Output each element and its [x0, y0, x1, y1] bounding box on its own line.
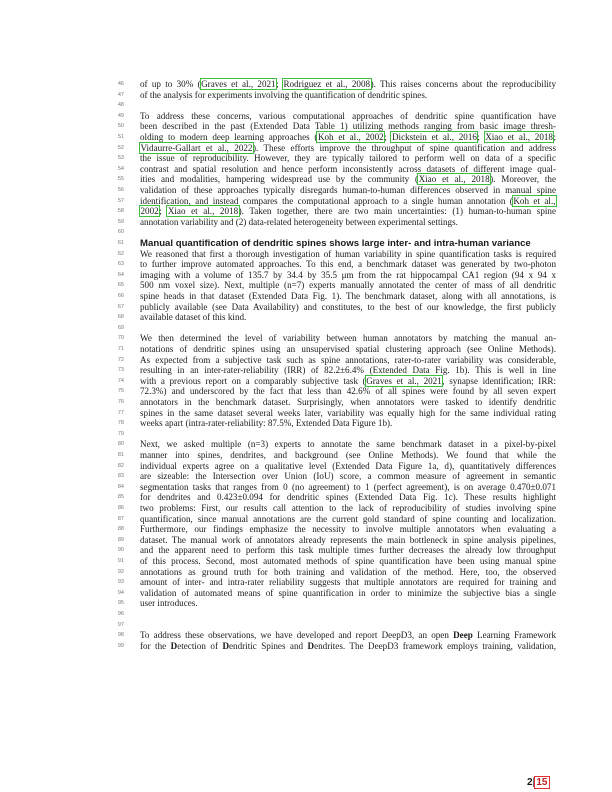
text-span: As expected from a subjective task such as spine annotations, rater-to-rater variability was considerable, — [140, 354, 556, 365]
text-line — [140, 174, 556, 185]
text-span: the issue of reproducibility. However, they are typically tailored to perform well on data of a specific — [140, 153, 556, 164]
text-span: with a previous report on a comparably subjective task ( — [140, 375, 366, 386]
citation-link[interactable]: 2002 — [140, 206, 159, 217]
line-number: 54 — [117, 165, 124, 172]
text-line — [140, 185, 556, 196]
text-span: resulting in an inter-rater-reliability (IRR) of 82.2±6.4% (Extended Data Fig. 1b). This is well in line — [140, 365, 556, 376]
text-span: ). Taken together, there are two main uncertainties: (1) human-to-human spine — [238, 206, 556, 217]
line-number: 56 — [117, 187, 124, 193]
page-number — [527, 777, 549, 789]
text-span: been described in the past (Extended Data Table 1) utilizing methods ranging from basic image thresh- — [140, 121, 556, 132]
line-number: 71 — [117, 346, 124, 352]
line-number: 67 — [117, 303, 124, 310]
line-number: 85 — [117, 494, 124, 501]
text-span: 500 nm voxel size). Next, multiple (n=7) experts manually annotated the center of mass of all dendritic — [140, 280, 556, 291]
line-number: 59 — [117, 218, 124, 225]
page-separator: | — [532, 777, 536, 788]
line-number: 74 — [117, 377, 124, 384]
line-number: 79 — [117, 430, 124, 437]
text-span: olding to modern deep learning approaches ( — [140, 132, 318, 142]
text-span: ; — [159, 206, 168, 217]
text-line — [140, 206, 556, 217]
line-number: 65 — [117, 282, 124, 289]
text-span: Furthermore, our findings emphasize the necessity to involve multiple annotators when evaluating a — [140, 524, 556, 535]
line-number: 91 — [117, 558, 124, 564]
line-number: 92 — [117, 568, 124, 575]
text-span: amount of inter- and intra-rater reliability suggests that multiple annotators are required for training and — [140, 577, 556, 588]
line-number: 66 — [117, 293, 124, 299]
text-line — [140, 471, 556, 482]
text-span: weeks apart (intra-rater-reliability: 87.5%, Extended Data Figure 1b). — [140, 418, 393, 429]
text-span: of the analysis for experiments involving the quantification of dendritic spines. — [140, 89, 428, 100]
text-line — [140, 418, 556, 429]
text-line — [140, 355, 556, 366]
citation-link[interactable]: Graves et al., 2021 — [201, 79, 276, 89]
line-number: 69 — [117, 324, 124, 331]
text-span: two problems: First, our results call attention to the lack of reproducibility of studies involving spine — [140, 503, 556, 513]
line-number: 51 — [117, 134, 124, 140]
line-number: 60 — [117, 229, 124, 236]
text-line — [140, 365, 556, 376]
citation-link[interactable]: Rodriguez et al., 2008 — [283, 79, 371, 89]
text-span: annotation variability and (2) data-related heterogeneity between experimental settings. — [140, 216, 458, 227]
text-span: for dendrites and 0.423±0.094 for dendritic spines (Extended Data Fig. 1c). These results highlight — [140, 492, 556, 503]
text-line — [140, 524, 556, 535]
text-span: ; — [276, 79, 283, 89]
line-number: 87 — [117, 515, 124, 522]
text-span: identification, and instead compares the computational approach to a single human annotation ( — [140, 195, 513, 206]
line-number: 73 — [117, 367, 124, 374]
text-line — [140, 397, 556, 408]
page-total-link[interactable]: 15 — [536, 777, 548, 788]
line-number: 61 — [117, 240, 124, 246]
line-number: 82 — [117, 462, 124, 469]
text-span: annotations as ground truth for both training and validation of the method. Here, too, the observed — [140, 566, 556, 577]
text-span: spines in the same dataset several weeks later, variability was equally high for the same individual rating — [140, 407, 556, 418]
line-number: 47 — [117, 91, 124, 98]
text-span: 72.3%) and underscored by the fact that less than 42.6% of all spines were found by all seven expert — [140, 386, 556, 397]
text-span: dataset. The manual work of annotators already represents the main bottleneck in spine analysis pipelines, — [140, 534, 556, 545]
line-number: 96 — [117, 611, 124, 617]
text-line — [140, 376, 556, 387]
text-span: annotators in the benchmark dataset. Surprisingly, when annotators were tasked to identify dendritic — [140, 397, 556, 407]
line-number: 78 — [117, 420, 124, 427]
line-number: 94 — [117, 589, 124, 596]
text-span: imaging with a volume of 135.7 by 34.4 by 35.5 μm from the rat hippocampal CA1 region (94 x 94 x — [140, 269, 556, 280]
line-number: 89 — [117, 536, 124, 543]
text-span: We then determined the level of variability between human annotators by matching the manual an- — [140, 333, 556, 344]
text-span: We reasoned that first a thorough investigation of human variability in spine quantification tasks is required — [140, 248, 556, 259]
text-line — [140, 333, 556, 344]
text-span: Learning Framework — [472, 630, 556, 641]
text-span: ; — [553, 132, 556, 142]
text-line — [140, 598, 556, 609]
text-line — [140, 492, 556, 503]
text-span: endrites. The DeepD3 framework employs training, validation, — [314, 640, 556, 651]
line-number: 68 — [117, 314, 124, 321]
section-heading: Manual quantification of dendritic spines shows large inter- and intra-human variance — [140, 238, 531, 249]
text-line — [140, 482, 556, 493]
text-line — [140, 249, 556, 260]
text-line — [140, 556, 556, 567]
text-line — [140, 545, 556, 556]
citation-link[interactable]: Graves et al., 2021 — [366, 375, 442, 386]
text-span: of this process. Second, most automated methods of spine quantification have been using manual spine — [140, 556, 556, 566]
line-number: 80 — [117, 441, 124, 448]
line-number: 93 — [117, 579, 124, 586]
bold-text: D — [170, 640, 178, 651]
text-span: Next, we asked multiple (n=3) experts to annotate the same benchmark dataset in a pixel-by-pixel — [140, 439, 556, 450]
text-span: user introduces. — [140, 598, 198, 609]
text-line — [140, 514, 556, 525]
line-number: 77 — [117, 409, 124, 416]
text-span: manner into spines, dendrites, and background (see Online Methods). We found that while the — [140, 450, 556, 460]
text-span: , synapse identification; IRR: — [442, 375, 556, 386]
line-number: 84 — [117, 483, 124, 490]
text-span: endritic Spines and — [229, 640, 308, 651]
text-line — [140, 567, 556, 578]
text-span: quantification, since manual annotations are the current gold standard of spine counting and localization. — [140, 513, 556, 524]
text-span: ; — [477, 132, 485, 142]
bold-text: D — [222, 640, 230, 651]
line-number: 83 — [117, 473, 124, 480]
text-span: of up to 30% ( — [140, 79, 201, 89]
line-number: 50 — [117, 123, 124, 130]
text-line — [140, 312, 556, 323]
line-number: 70 — [117, 335, 124, 342]
text-span: are sizeable: the Intersection over Union (IoU) score, a common measure of agreement in semantic — [140, 471, 556, 482]
line-number: 58 — [117, 208, 124, 215]
citation-link[interactable]: Xiao et al., 2018 — [167, 206, 239, 217]
text-line — [140, 217, 556, 228]
text-span: for the — [140, 640, 171, 651]
text-line — [140, 577, 556, 588]
text-span: spine heads in that dataset (Extended Data Fig. 1). The benchmark dataset, along with all annotations, is — [140, 291, 556, 301]
line-number: 52 — [117, 144, 124, 151]
text-line — [140, 280, 556, 291]
line-number: 62 — [117, 250, 124, 257]
line-number: 55 — [117, 176, 124, 183]
text-line — [140, 461, 556, 472]
line-number: 90 — [117, 547, 124, 554]
line-number: 98 — [117, 632, 124, 639]
text-line — [140, 121, 556, 132]
line-number: 72 — [117, 356, 124, 363]
text-line — [140, 503, 556, 514]
text-span: To address these concerns, various computational approaches of dendritic spine quantification have — [140, 110, 556, 121]
line-number: 95 — [117, 600, 124, 607]
text-line — [140, 450, 556, 461]
line-number: 63 — [117, 261, 124, 268]
text-span: and the apparent need to perform this task multiple times further decreases the already low throughput — [140, 545, 556, 556]
line-number: 48 — [117, 102, 124, 109]
text-line — [140, 630, 556, 641]
line-number: 99 — [117, 642, 124, 649]
line-number: 64 — [117, 271, 124, 278]
text-span: validation of automated means of spine quantification in order to minimize the subjective bias a single — [140, 587, 556, 598]
line-number: 81 — [117, 452, 124, 458]
text-line — [140, 79, 556, 90]
bold-text: D — [307, 640, 315, 651]
text-span: ities and modalities, hampering widespread use by the community ( — [140, 174, 419, 185]
text-line — [140, 408, 556, 419]
text-line — [140, 386, 556, 397]
text-line — [140, 641, 556, 652]
text-span: contrast and spatial resolution and hence perform inconsistently across datasets of different image qual- — [140, 163, 556, 174]
citation-link[interactable]: Xiao et al., 2018 — [418, 174, 490, 185]
line-number: 75 — [117, 388, 124, 395]
page-current: 2 — [527, 777, 533, 788]
line-number: 49 — [117, 112, 124, 119]
text-line — [140, 344, 556, 355]
line-number: 76 — [117, 399, 124, 405]
text-span: notations of dendritic spines using an unsupervised spatial clustering approach (see Online Methods). — [140, 344, 556, 354]
citation-link[interactable]: Xiao et al., 2018 — [485, 132, 553, 142]
text-span: ). Moreover, the — [490, 174, 556, 185]
text-span: individual experts agree on a qualitative level (Extended Data Figure 1a, d), quantitatively differences — [140, 460, 556, 471]
text-line — [140, 153, 556, 164]
line-number: 88 — [117, 526, 124, 533]
text-span: publicly available (see Data Availability) and constitutes, to the best of our knowledge, the first publicly — [140, 301, 556, 312]
text-span: segmentation tasks that ranges from 0 (no agreement) to 1 (perfect agreement), is on average 0.470±0.071 — [140, 481, 556, 492]
text-span: ; — [384, 132, 392, 142]
text-line — [140, 143, 556, 154]
line-number: 46 — [117, 81, 124, 87]
citation-link[interactable]: Koh et al., — [513, 195, 556, 206]
text-line — [140, 270, 556, 281]
line-number: 53 — [117, 155, 124, 162]
text-line — [140, 588, 556, 599]
text-span: validation of these approaches typically disregards human-to-human differences observed in manual spine — [140, 185, 556, 195]
text-span: To address these observations, we have developed and report DeepD3, an open — [140, 630, 454, 641]
citation-link[interactable]: Dickstein et al., 2016 — [391, 132, 477, 142]
line-number: 86 — [117, 505, 124, 511]
text-line — [140, 259, 556, 270]
text-line — [140, 111, 556, 122]
citation-link[interactable]: Vidaurre-Gallart et al., 2022 — [140, 142, 253, 153]
line-number: 97 — [117, 621, 124, 628]
text-span: etection of — [177, 640, 223, 651]
text-line — [140, 535, 556, 546]
text-line — [140, 291, 556, 302]
text-span: ). These efforts improve the throughput of spine quantification and address — [252, 142, 556, 153]
text-span: available dataset of this kind. — [140, 312, 247, 323]
text-line — [140, 439, 556, 450]
text-line — [140, 302, 556, 313]
text-line — [140, 196, 556, 207]
bold-text: Deep — [453, 630, 473, 641]
text-line — [140, 132, 556, 143]
line-number: 57 — [117, 197, 124, 204]
text-span: ). This raises concerns about the reproducibility — [370, 79, 556, 89]
text-line — [140, 90, 556, 101]
citation-link[interactable]: Koh et al., 2002 — [317, 132, 384, 142]
text-span: to further improve automated approaches. To this end, a benchmark dataset was generated by two-photon — [140, 259, 556, 270]
